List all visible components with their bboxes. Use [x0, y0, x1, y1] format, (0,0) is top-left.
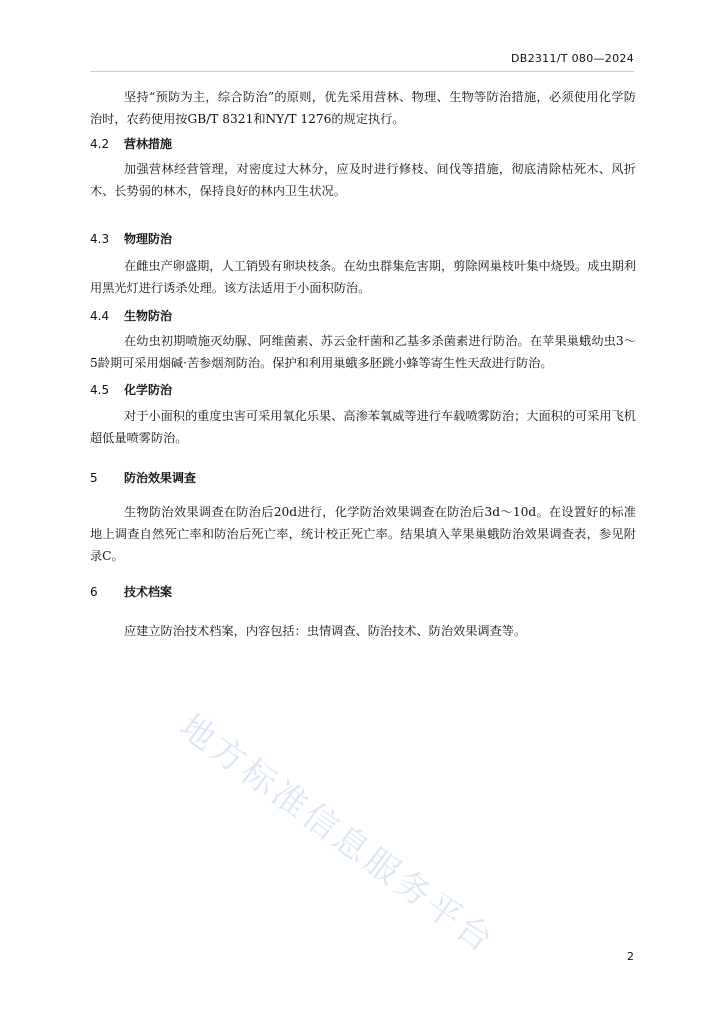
section-number: 4.3 [90, 232, 110, 246]
section-number: 4.4 [90, 309, 110, 323]
section-5-body [90, 501, 636, 567]
section-title: 营林措施 [124, 137, 173, 151]
document-code: DB2311/T 080—2024 [510, 52, 634, 65]
section-number: 5 [90, 471, 98, 485]
section-heading [90, 231, 636, 247]
intro-block [90, 86, 636, 130]
section-4-3 [90, 231, 636, 247]
section-number: 4.5 [90, 383, 110, 397]
section-4-5-body [90, 405, 636, 449]
section-paragraph: 在幼虫初期喷施灭幼脲、阿维菌素、苏云金杆菌和乙基多杀菌素进行防治。在苹果巢蛾幼虫3～5龄期可采用烟碱·苦参烟剂防治。保护和利用巢蛾多胚跳小蜂等寄生性天敌进行防治。 [90, 334, 636, 370]
section-4-2-body [90, 158, 636, 202]
page-number: 2 [627, 950, 634, 963]
section-paragraph: 对于小面积的重度虫害可采用氧化乐果、高渗苯氧威等进行车载喷雾防治；大面积的可采用飞机超低量喷雾防治。 [90, 409, 636, 445]
intro-paragraph: 坚持“预防为主，综合防治”的原则，优先采用营林、物理、生物等防治措施，必须使用化学防治时，农药使用按GB/T 8321和NY/T 1276的规定执行。 [90, 90, 636, 126]
section-heading [90, 470, 636, 486]
watermark: 地方标准信息服务平台 [171, 706, 503, 963]
section-heading [90, 382, 636, 398]
section-title: 生物防治 [124, 309, 173, 323]
section-heading [90, 308, 636, 324]
section-paragraph: 生物防治效果调查在防治后20d进行，化学防治效果调查在防治后3d～10d。在设置好的标准地上调查自然死亡率和防治后死亡率，统计校正死亡率。结果填入苹果巢蛾防治效果调查表，参见附录C。 [90, 505, 636, 563]
section-title: 化学防治 [124, 383, 173, 397]
section-4-3-body [90, 255, 636, 299]
section-number: 4.2 [90, 137, 110, 151]
section-paragraph: 应建立防治技术档案，内容包括：虫情调查、防治技术、防治效果调查等。 [124, 624, 527, 638]
header-divider [90, 71, 634, 72]
section-title: 物理防治 [124, 232, 173, 246]
section-5 [90, 470, 636, 486]
section-number: 6 [90, 585, 98, 599]
section-heading [90, 584, 636, 600]
section-6-body [90, 620, 636, 642]
section-title: 技术档案 [124, 585, 173, 599]
section-paragraph: 在雌虫产卵盛期，人工销毁有卵块枝条。在幼虫群集危害期，剪除网巢枝叶集中烧毁。成虫期利用黑光灯进行诱杀处理。该方法适用于小面积防治。 [90, 259, 636, 295]
section-4-2 [90, 136, 636, 152]
section-4-4-body [90, 330, 636, 374]
section-4-4 [90, 308, 636, 324]
section-6 [90, 584, 636, 600]
section-title: 防治效果调查 [124, 471, 197, 485]
section-heading [90, 136, 636, 152]
section-4-5 [90, 382, 636, 398]
section-paragraph: 加强营林经营管理，对密度过大林分，应及时进行修枝、间伐等措施，彻底清除枯死木、风折木、长势弱的林木，保持良好的林内卫生状况。 [90, 162, 636, 198]
